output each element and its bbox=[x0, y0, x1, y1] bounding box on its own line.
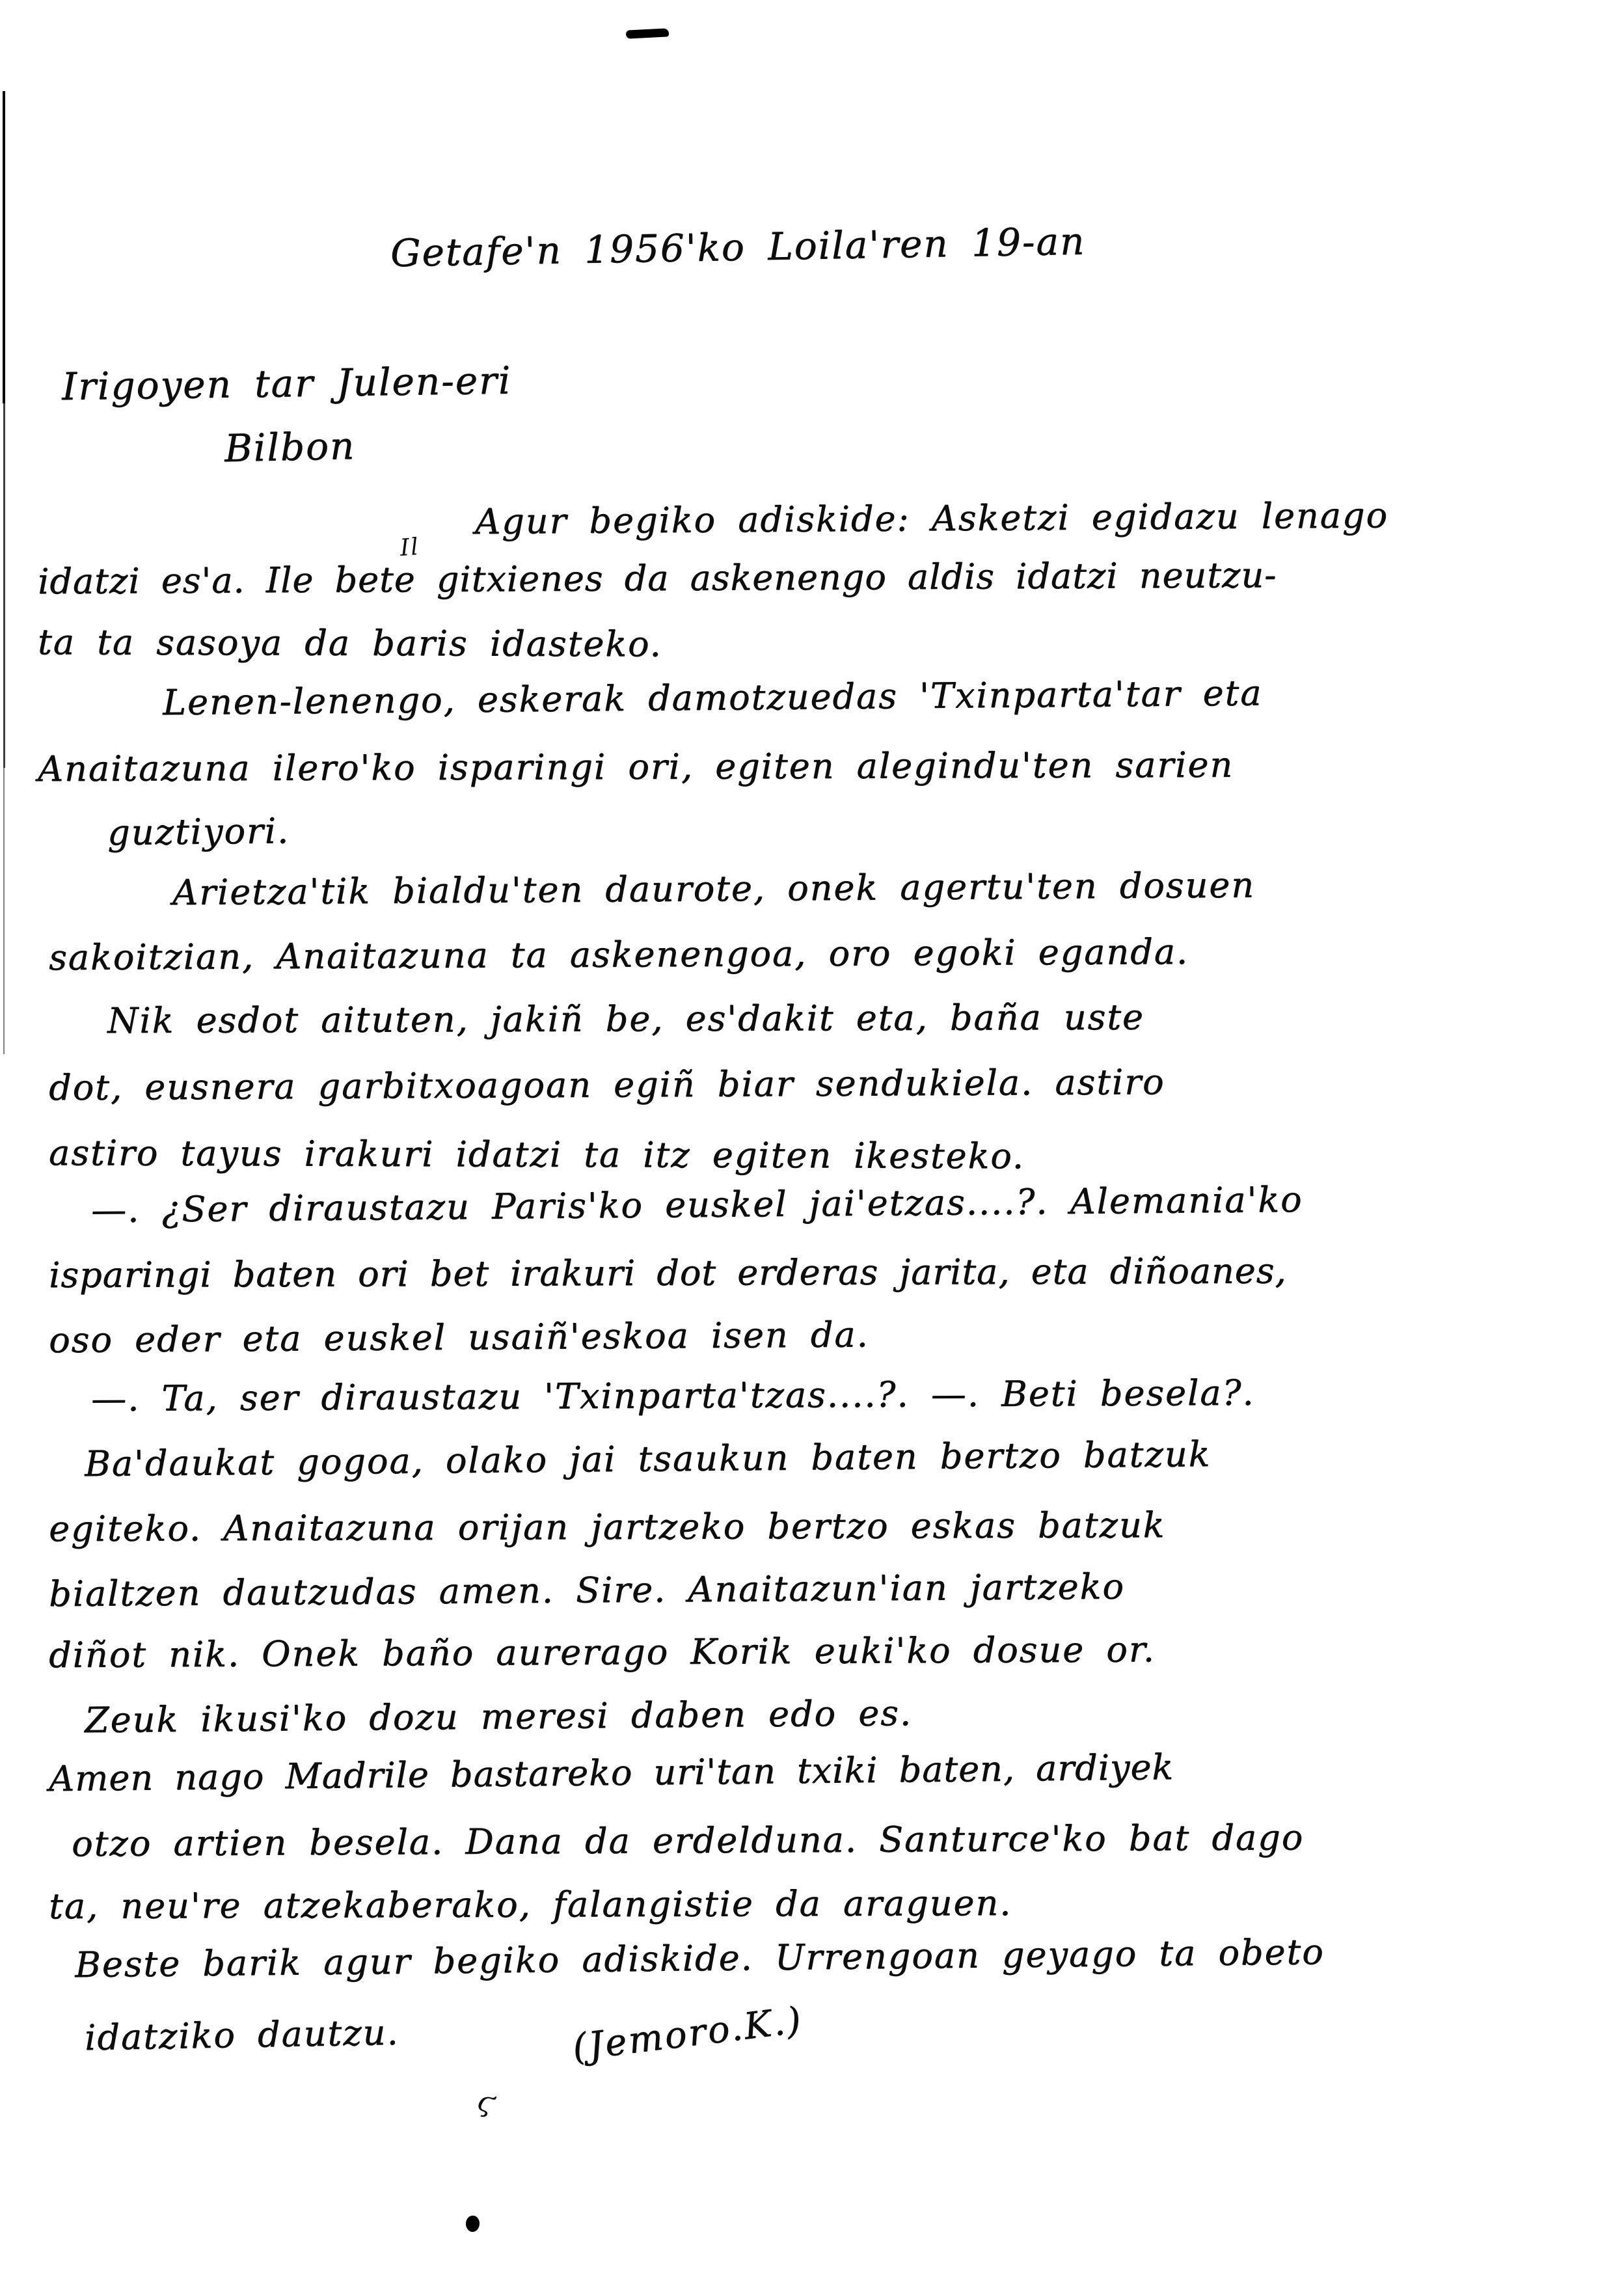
handwritten-line: Lenen-lenengo, eskerak damotzuedas 'Txinparta'tar eta bbox=[162, 672, 1263, 723]
handwritten-line: bialtzen dautzudas amen. Sire. Anaitazun'ian jartzeko bbox=[48, 1566, 1125, 1614]
handwritten-line: oso eder eta euskel usaiñ'eskoa isen da. bbox=[48, 1314, 869, 1361]
handwritten-line: egiteko. Anaitazuna orijan jartzeko bertzo eskas batzuk bbox=[48, 1504, 1166, 1549]
signature-flourish: ϛ bbox=[473, 2084, 499, 2121]
handwritten-line: Nik esdot aituten, jakiñ be, es'dakit eta, baña uste bbox=[107, 996, 1144, 1041]
recipient-city: Bilbon bbox=[224, 423, 356, 470]
scan-edge-line bbox=[3, 403, 5, 768]
scan-edge-line bbox=[3, 768, 5, 1054]
handwritten-line: Beste barik agur begiko adiskide. Urrengoan geyago ta obeto bbox=[74, 1931, 1325, 1985]
closing-line: idatziko dautzu. bbox=[84, 2011, 399, 2058]
signature: (Jemoro.K.) bbox=[570, 1998, 805, 2069]
handwritten-line: Ba'daukat gogoa, olako jai tsaukun baten bertzo batzuk bbox=[84, 1433, 1211, 1484]
ink-smudge bbox=[626, 28, 670, 38]
handwritten-line: —. Ta, ser diraustazu 'Txinparta'tzas....?. —. Beti besela?. bbox=[90, 1372, 1255, 1419]
handwritten-line: Arietza'tik bialdu'ten daurote, onek agertu'ten dosuen bbox=[172, 864, 1256, 913]
handwritten-line: Zeuk ikusi'ko dozu meresi daben edo es. bbox=[84, 1692, 913, 1741]
handwritten-line: guztiyori. bbox=[107, 810, 290, 853]
date-line: Getafe'n 1956'ko Loila'ren 19-an bbox=[390, 219, 1086, 275]
handwritten-line: isparingi baten ori bet irakuri dot erderas jarita, eta diñoanes, bbox=[48, 1250, 1287, 1296]
handwritten-line: idatzi es'a. Ile bete gitxienes da askenengo aldis idatzi neutzu- bbox=[37, 554, 1277, 602]
handwritten-line: Agur begiko adiskide: Asketzi egidazu lenago bbox=[474, 495, 1389, 542]
scan-edge-line bbox=[3, 91, 5, 403]
handwritten-line: Anaitazuna ilero'ko isparingi ori, egiten alegindu'ten sarien bbox=[37, 744, 1234, 789]
handwritten-line: diñot nik. Onek baño aurerago Korik euki'ko dosue or. bbox=[48, 1629, 1156, 1676]
ink-dot bbox=[466, 2216, 480, 2232]
handwritten-line: —. ¿Ser diraustazu Paris'ko euskel jai'etzas....?. Alemania'ko bbox=[90, 1178, 1303, 1230]
recipient-line: Irigoyen tar Julen-eri bbox=[61, 358, 512, 409]
handwritten-line: Amen nago Madrile bastareko uri'tan txiki baten, ardiyek bbox=[48, 1746, 1174, 1799]
handwritten-line: ta, neu're atzekaberako, falangistie da araguen. bbox=[48, 1882, 1012, 1927]
handwritten-line: ta ta sasoya da baris idasteko. bbox=[37, 621, 662, 665]
handwritten-line: sakoitzian, Anaitazuna ta askenengoa, oro egoki eganda. bbox=[48, 930, 1189, 978]
handwritten-line: dot, eusnera garbitxoagoan egiñ biar sendukiela. astiro bbox=[48, 1061, 1165, 1108]
handwritten-line: astiro tayus irakuri idatzi ta itz egiten ikesteko. bbox=[48, 1132, 1025, 1177]
insertion-mark: Il bbox=[399, 533, 421, 562]
handwritten-line: otzo artien besela. Dana da erdelduna. Santurce'ko bat dago bbox=[71, 1817, 1305, 1864]
